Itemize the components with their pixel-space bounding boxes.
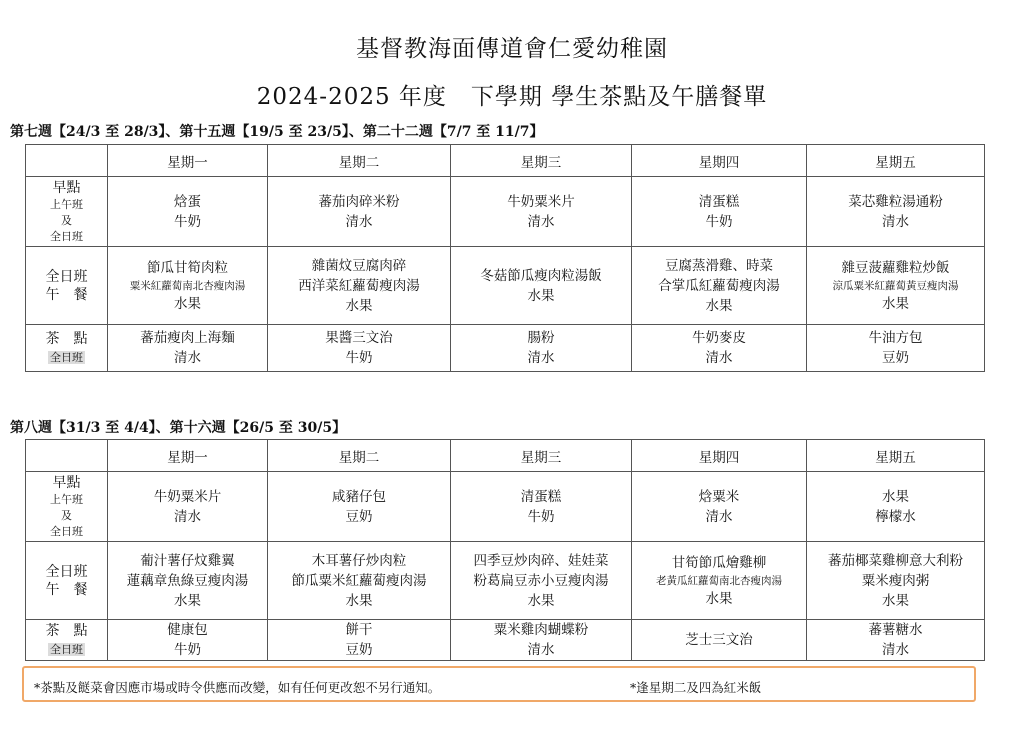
day-header: 星期二 <box>268 145 451 177</box>
menu-cell: 蕃薯糖水 清水 <box>807 620 985 661</box>
school-name: 基督教海面傳道會仁愛幼稚園 <box>356 36 668 62</box>
menu-cell: 牛奶麥皮 清水 <box>632 325 807 372</box>
day-header: 星期四 <box>632 440 807 472</box>
menu-cell: 冬菇節瓜瘦肉粒湯飯 水果 <box>451 247 632 325</box>
corner-cell <box>26 440 108 472</box>
full-day-highlight: 全日班 <box>50 350 83 364</box>
menu-cell: 芝士三文治 <box>632 620 807 661</box>
menu-cell: 豆腐蒸滑雞、時菜 合掌瓜紅蘿蔔瘦肉湯 水果 <box>632 247 807 325</box>
week-heading: 第八週【31/3 至 4/4】、第十六週【26/5 至 30/5】 <box>10 420 347 436</box>
menu-cell: 健康包 牛奶 <box>108 620 268 661</box>
menu-title: 2024-2025 年度 下學期 學生茶點及午膳餐單 <box>256 84 768 110</box>
day-header: 星期五 <box>807 440 985 472</box>
day-header: 星期一 <box>108 440 268 472</box>
day-header-row <box>26 145 985 177</box>
menu-cell: 蕃茄椰菜雞柳意大利粉 粟米瘦肉粥 水果 <box>807 542 985 620</box>
menu-cell: 清蛋糕 牛奶 <box>632 177 807 247</box>
menu-cell: 餅干 豆奶 <box>268 620 451 661</box>
menu-cell: 牛奶粟米片 清水 <box>451 177 632 247</box>
row-label-breakfast: 早點 上午班 及 全日班 <box>26 177 108 247</box>
menu-cell: 咸豬仔包 豆奶 <box>268 472 451 542</box>
menu-table-week-2 <box>25 439 985 661</box>
day-header-row <box>26 440 985 472</box>
day-header: 星期三 <box>451 440 632 472</box>
notice-left: *茶點及餸菜會因應市場或時令供應而改變，如有任何更改恕不另行通知。 <box>34 680 441 695</box>
lunch-row <box>26 542 985 620</box>
menu-cell: 四季豆炒肉碎、娃娃菜 粉葛扁豆赤小豆瘦肉湯 水果 <box>451 542 632 620</box>
menu-cell: 水果 檸檬水 <box>807 472 985 542</box>
menu-cell: 甘筍節瓜燴雞柳 老黃瓜紅蘿蔔南北杏瘦肉湯 水果 <box>632 542 807 620</box>
tea-row <box>26 325 985 372</box>
breakfast-row <box>26 472 985 542</box>
menu-cell: 雜菌炆豆腐肉碎 西洋菜紅蘿蔔瘦肉湯 水果 <box>268 247 451 325</box>
day-header: 星期一 <box>108 145 268 177</box>
row-label-lunch: 全日班 午 餐 <box>26 247 108 325</box>
week-heading: 第七週【24/3 至 28/3】、第十五週【19/5 至 23/5】、第二十二週【7/7 至 11/7】 <box>10 124 544 140</box>
menu-cell: 蕃茄瘦肉上海麵 清水 <box>108 325 268 372</box>
menu-cell: 焓蛋 牛奶 <box>108 177 268 247</box>
day-header: 星期二 <box>268 440 451 472</box>
day-header: 星期三 <box>451 145 632 177</box>
row-label-tea: 茶 點 全日班 <box>26 620 108 661</box>
menu-cell: 粟米雞肉蝴蝶粉 清水 <box>451 620 632 661</box>
menu-table-week-1 <box>25 144 985 372</box>
menu-cell: 果醬三文治 牛奶 <box>268 325 451 372</box>
menu-cell: 牛奶粟米片 清水 <box>108 472 268 542</box>
row-label-lunch: 全日班 午 餐 <box>26 542 108 620</box>
lunch-row <box>26 247 985 325</box>
day-header: 星期五 <box>807 145 985 177</box>
tea-row <box>26 620 985 661</box>
menu-cell: 葡汁薯仔炆雞翼 蓮藕章魚綠豆瘦肉湯 水果 <box>108 542 268 620</box>
full-day-highlight: 全日班 <box>50 642 83 656</box>
menu-cell: 牛油方包 豆奶 <box>807 325 985 372</box>
menu-cell: 焓粟米 清水 <box>632 472 807 542</box>
notice-box <box>22 666 976 702</box>
row-label-breakfast: 早點 上午班 及 全日班 <box>26 472 108 542</box>
corner-cell <box>26 145 108 177</box>
menu-cell: 木耳薯仔炒肉粒 節瓜粟米紅蘿蔔瘦肉湯 水果 <box>268 542 451 620</box>
row-label-tea: 茶 點 全日班 <box>26 325 108 372</box>
notice-right: *逢星期二及四為紅米飯 <box>630 680 762 695</box>
menu-cell: 節瓜甘筍肉粒 粟米紅蘿蔔南北杏瘦肉湯 水果 <box>108 247 268 325</box>
menu-cell: 菜芯雞粒湯通粉 清水 <box>807 177 985 247</box>
menu-cell: 清蛋糕 牛奶 <box>451 472 632 542</box>
menu-cell: 蕃茄肉碎米粉 清水 <box>268 177 451 247</box>
menu-cell: 雜豆菠蘿雞粒炒飯 涼瓜粟米紅蘿蔔黃豆瘦肉湯 水果 <box>807 247 985 325</box>
day-header: 星期四 <box>632 145 807 177</box>
breakfast-row <box>26 177 985 247</box>
menu-cell: 腸粉 清水 <box>451 325 632 372</box>
